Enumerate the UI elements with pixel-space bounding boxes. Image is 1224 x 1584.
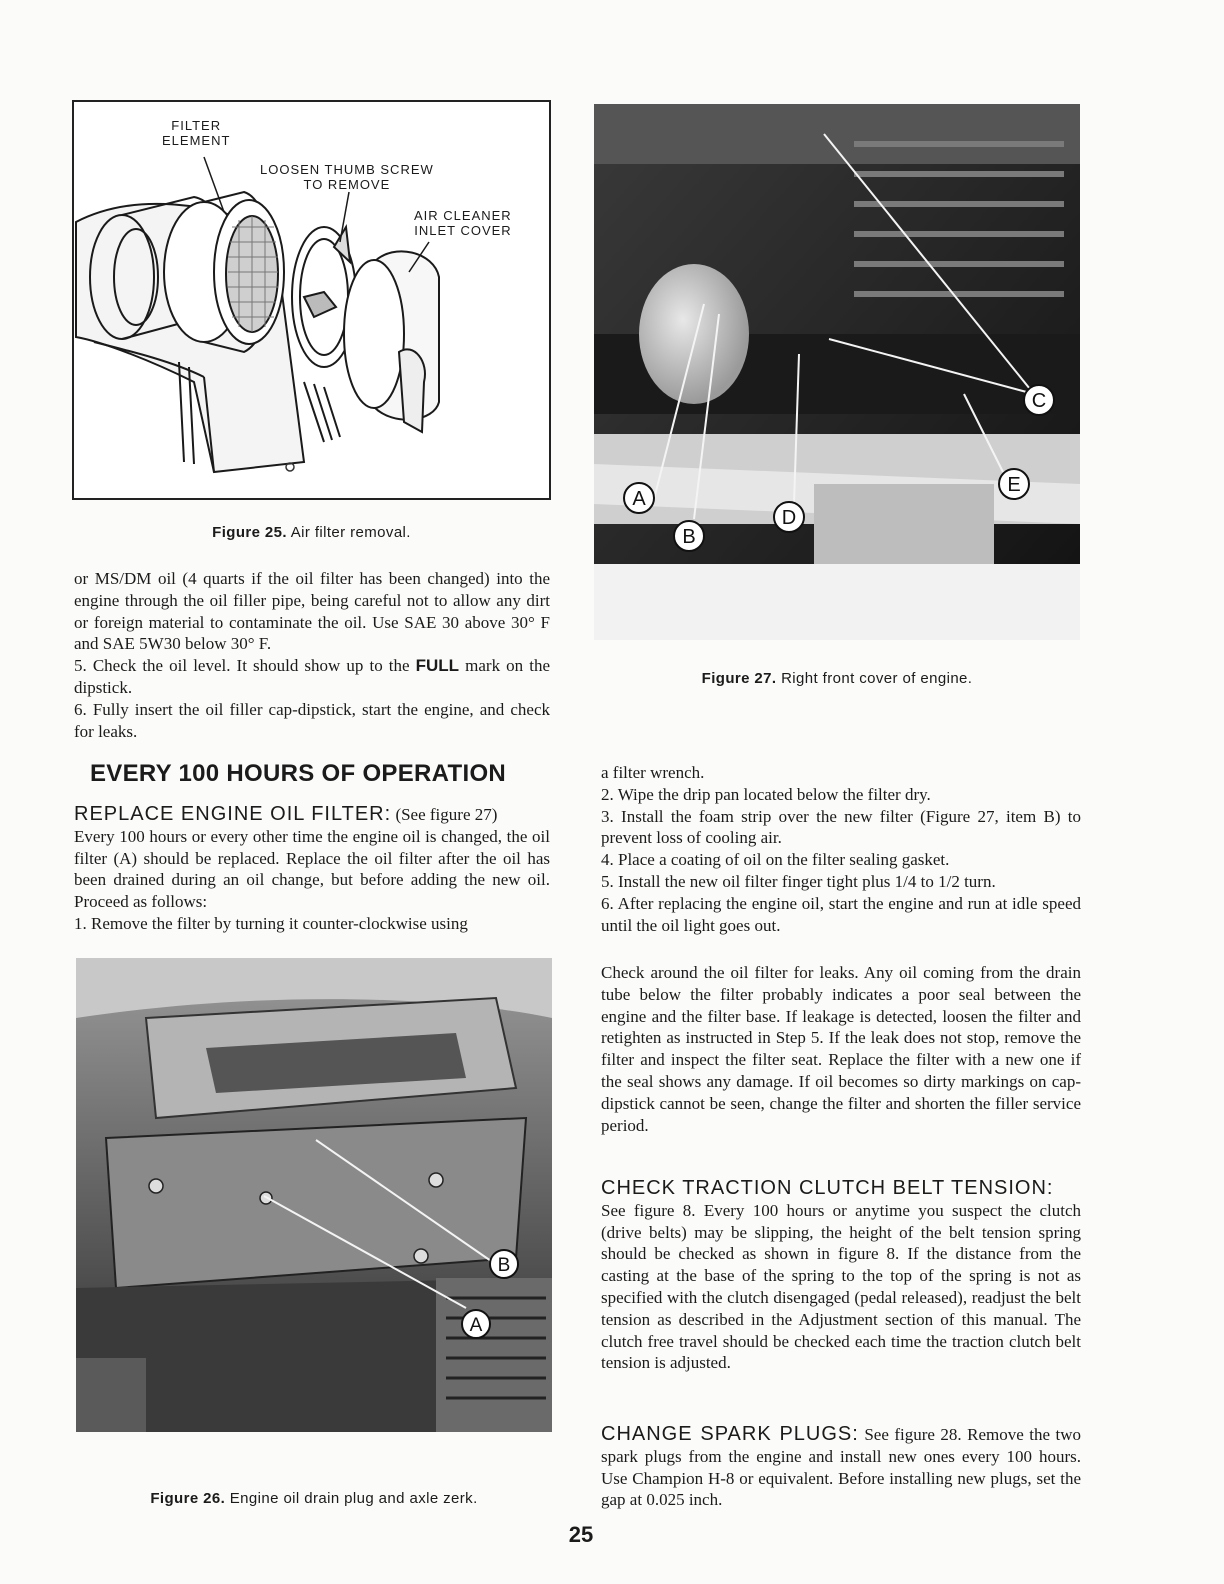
replace-filter-body: Every 100 hours or every other time the engine oil is changed, the oil filter (A) should be replaced. Replace the oil filter after the oil has been drained during an oil change, but before adding the new oil. Proceed as follows:	[74, 826, 550, 912]
engine-cover-photo	[594, 104, 1080, 640]
drain-plug-photo	[76, 958, 552, 1432]
figure-26-photo	[76, 958, 552, 1432]
traction-section	[601, 1178, 1081, 1374]
figure-25-frame	[72, 100, 551, 500]
callout-c: C	[1031, 390, 1047, 412]
step-5: 5. Install the new oil filter finger tight plus 1/4 to 1/2 turn.	[601, 871, 996, 891]
label-air-cleaner-inlet-cover: AIR CLEANER INLET COVER	[414, 208, 512, 238]
step-1: 1. Remove the filter by turning it counter-clockwise using	[74, 913, 468, 933]
step-4: 4. Place a coating of oil on the filter sealing gasket.	[601, 850, 950, 870]
label-filter-element: FILTER ELEMENT	[162, 118, 231, 148]
callout-a: A	[469, 1315, 483, 1336]
callout-d: D	[781, 507, 797, 529]
step-2: 2. Wipe the drip pan located below the filter dry.	[601, 784, 931, 804]
figure-26-caption: Figure 26. Engine oil drain plug and axle zerk.	[150, 1490, 478, 1507]
figure-25-caption: Figure 25. Air filter removal.	[212, 524, 411, 541]
callout-b: B	[682, 526, 696, 548]
callout-b: B	[497, 1255, 511, 1276]
traction-body: See figure 8. Every 100 hours or anytime you suspect the clutch (drive belts) may be slipping, the height of the belt tension spring should be checked as shown in figure 8. If the distance from the casting at the base of the spring to the top of the spring is not as specified with the clutch disengaged (pedal released), readjust the belt tension as described in the Adjustment section of this manual. The clutch free travel should be checked each time the traction clutch belt tension is adjusted.	[601, 1200, 1081, 1373]
label-loosen-thumb-screw: LOOSEN THUMB SCREW TO REMOVE	[260, 162, 434, 192]
traction-heading: CHECK TRACTION CLUTCH BELT TENSION:	[601, 1177, 1054, 1199]
page-number: 25	[568, 1522, 594, 1547]
callout-e: E	[1007, 474, 1021, 496]
spark-section	[601, 1424, 1081, 1511]
right-column-steps	[601, 762, 1081, 936]
step-6: 6. Fully insert the oil filler cap-dipstick, start the engine, and check for leaks.	[74, 699, 550, 741]
section-heading: EVERY 100 HOURS OF OPERATION	[90, 760, 507, 787]
spark-paragraph: CHANGE SPARK PLUGS: See figure 28. Remove the two spark plugs from the engine and install new ones every 100 hours. Use Champion H-8 or equivalent. Before installing new plugs, set the gap at 0.025 inch.	[601, 1423, 1082, 1510]
left-column-replace	[74, 804, 550, 935]
replace-filter-heading-line: REPLACE ENGINE OIL FILTER: (See figure 27)	[74, 803, 498, 825]
step-3: 3. Install the foam strip over the new filter (Figure 27, item B) to prevent loss of cooling air.	[601, 806, 1081, 848]
callout-a: A	[632, 488, 646, 510]
step-5: 5. Check the oil level. It should show up to the FULL mark on the dipstick.	[74, 656, 551, 697]
figure-27-caption: Figure 27. Right front cover of engine.	[701, 670, 973, 687]
step-1-continued: a filter wrench.	[601, 763, 705, 782]
figure-27-photo	[594, 104, 1080, 640]
left-column-top	[74, 568, 550, 742]
step-6: 6. After replacing the engine oil, start the engine and run at idle speed until the oil light goes out.	[601, 893, 1081, 935]
paragraph-oil-fill: or MS/DM oil (4 quarts if the oil filter has been changed) into the engine through the oil filler pipe, being careful not to allow any dirt or foreign material to contaminate the oil. Use SAE 30 above 30° F and SAE 5W30 below 30° F.	[74, 569, 550, 654]
check-leaks-paragraph: Check around the oil filter for leaks. Any oil coming from the drain tube below the filter probably indicates a poor seal between the engine and the filter base. If leakage is detected, loosen the filter and retighten as instructed in Step 5. If the leak does not stop, remove the filter and inspect the filter seat. Replace the filter with a new one if the seal shows any damage. If oil becomes so dirty markings on cap-dipstick cannot be seen, change the filter and shorten the filler service period.	[601, 963, 1081, 1135]
